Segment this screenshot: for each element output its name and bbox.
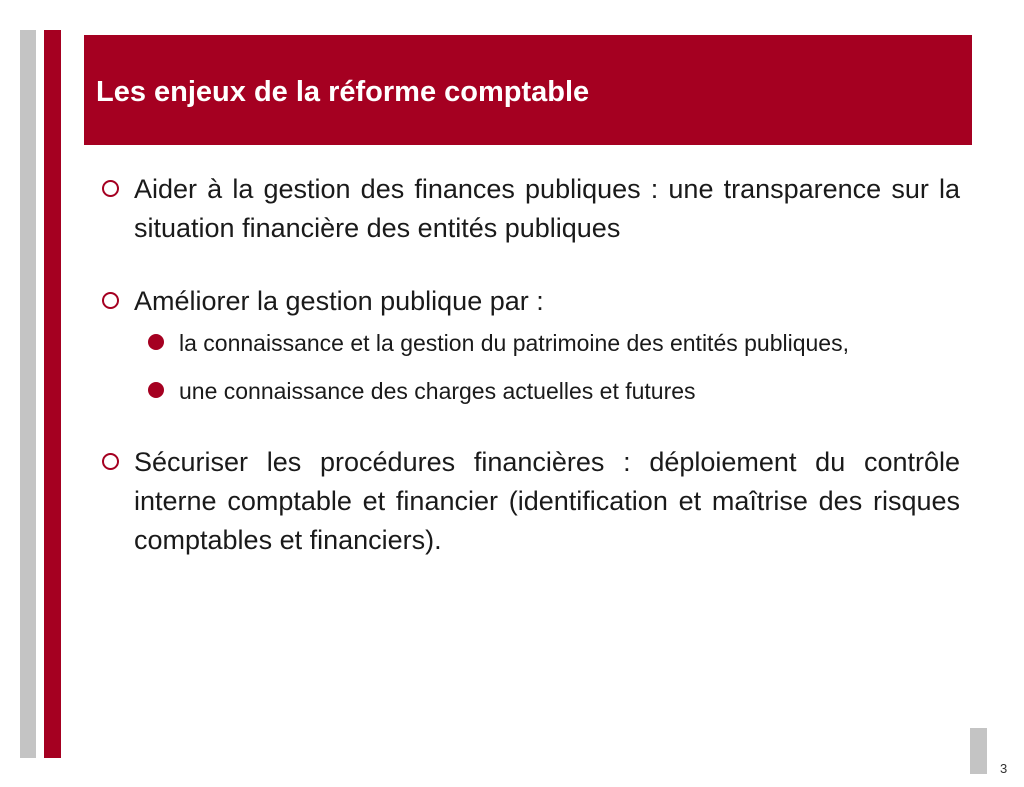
left-red-decor-bar — [44, 30, 61, 758]
sub-bullet-text: une connaissance des charges actuelles et futures — [179, 378, 696, 404]
bullet-text: Sécuriser les procédures financières : déploiement du contrôle interne comptable et financier (identification et maîtrise des risques comptables et financiers). — [134, 447, 960, 555]
bullet-text: Aider à la gestion des finances publiques : une transparence sur la situation financière des entités publiques — [134, 174, 960, 243]
sub-bullet-item — [98, 373, 960, 409]
title-band — [84, 35, 972, 145]
bullet-item — [98, 443, 960, 560]
dot-bullet-icon — [148, 334, 164, 350]
ring-bullet-icon — [102, 453, 119, 470]
sub-bullet-item — [98, 325, 960, 361]
ring-bullet-icon — [102, 292, 119, 309]
bullet-text: Améliorer la gestion publique par : — [134, 286, 544, 316]
page-marker-bar — [970, 728, 987, 774]
bullet-item — [98, 170, 960, 248]
dot-bullet-icon — [148, 382, 164, 398]
bullet-item — [98, 282, 960, 321]
slide-title: Les enjeux de la réforme comptable — [96, 75, 590, 108]
left-gray-decor-bar — [20, 30, 36, 758]
page-number: 3 — [1000, 761, 1008, 776]
ring-bullet-icon — [102, 180, 119, 197]
sub-bullet-text: la connaissance et la gestion du patrimoine des entités publiques, — [179, 330, 849, 356]
slide-body — [98, 170, 960, 560]
